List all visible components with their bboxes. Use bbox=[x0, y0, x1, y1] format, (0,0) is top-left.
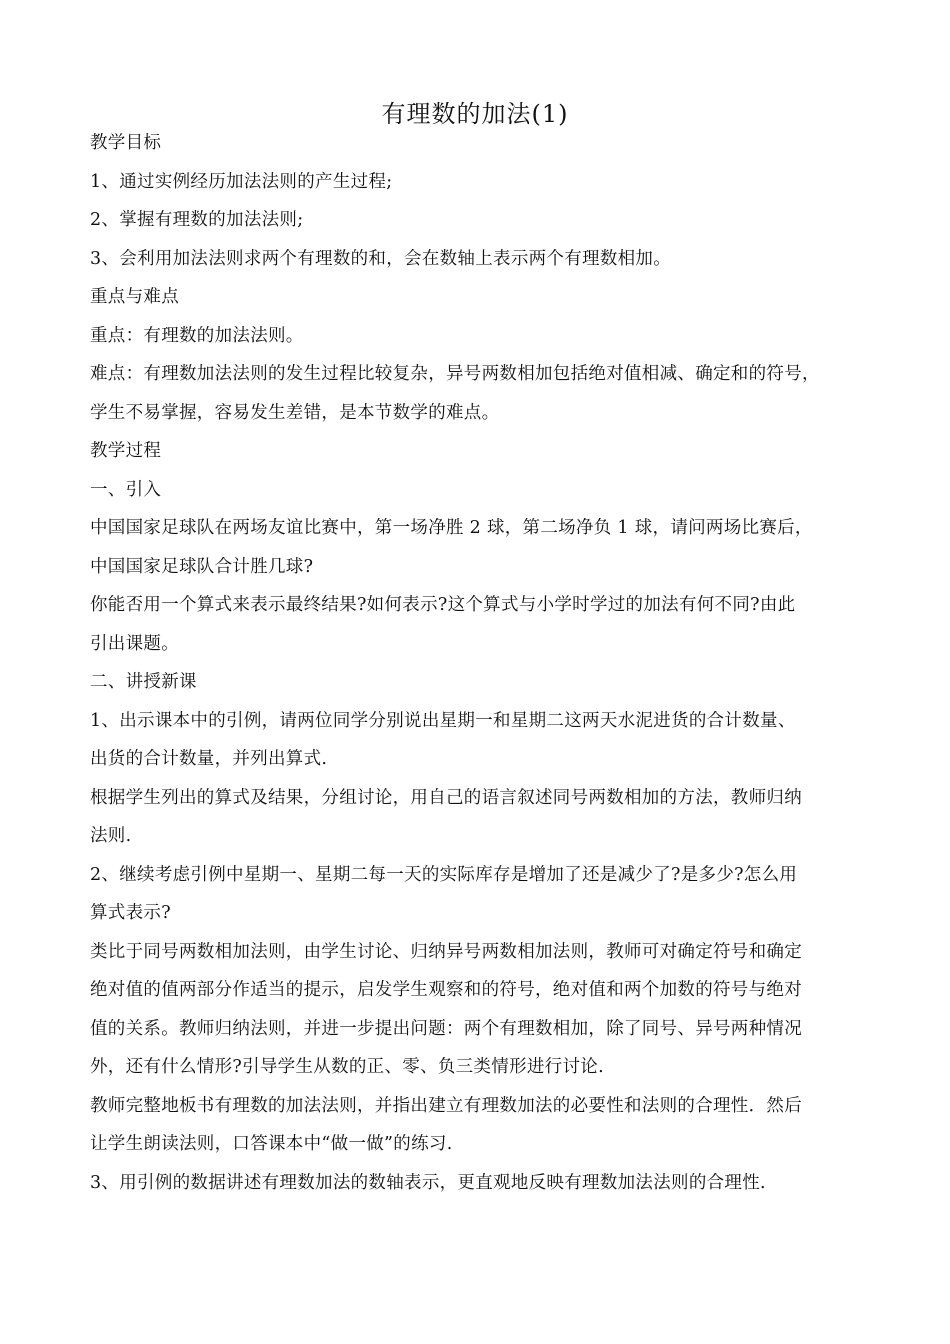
paragraph-line: 你能否用一个算式来表示最终结果?如何表示?这个算式与小学时学过的加法有何不同?由此 bbox=[90, 595, 796, 615]
paragraph-line: 根据学生列出的算式及结果，分组讨论，用自己的语言叙述同号两数相加的方法，教师归纳 bbox=[90, 787, 802, 808]
key-point-line: 重点：有理数的加法法则。 bbox=[90, 325, 304, 346]
paragraph-line: 中国国家足球队合计胜几球? bbox=[90, 556, 314, 577]
paragraph-line: 教师完整地板书有理数的加法法则，并指出建立有理数加法的必要性和法则的合理性．然后 bbox=[90, 1095, 802, 1116]
paragraph-line: 引出课题。 bbox=[90, 633, 179, 654]
goal-item: 2、掌握有理数的加法法则; bbox=[90, 210, 304, 230]
section-heading-goals: 教学目标 bbox=[90, 133, 162, 153]
difficulty-line: 难点：有理数加法法则的发生过程比较复杂，异号两数相加包括绝对值相减、确定和的符号， bbox=[90, 364, 820, 384]
document-body bbox=[90, 124, 870, 1202]
paragraph-line: 让学生朗读法则，口答课本中“做一做”的练习. bbox=[90, 1134, 453, 1154]
paragraph-line: 外，还有什么情形?引导学生从数的正、零、负三类情形进行讨论. bbox=[90, 1057, 604, 1077]
paragraph-line: 值的关系。教师归纳法则，并进一步提出问题：两个有理数相加，除了同号、异号两种情况 bbox=[90, 1018, 802, 1039]
goal-item: 1、通过实例经历加法法则的产生过程; bbox=[90, 171, 393, 192]
subsection-heading-new-lesson: 二、讲授新课 bbox=[90, 672, 197, 692]
section-heading-key-points: 重点与难点 bbox=[90, 287, 179, 307]
difficulty-line: 学生不易掌握，容易发生差错，是本节数学的难点。 bbox=[90, 402, 500, 423]
paragraph-line: 类比于同号两数相加法则，由学生讨论、归纳异号两数相加法则，教师可对确定符号和确定 bbox=[90, 941, 802, 962]
paragraph-line: 算式表示? bbox=[90, 903, 171, 923]
document-title: 有理数的加法(1) bbox=[381, 100, 569, 128]
section-heading-process: 教学过程 bbox=[90, 441, 162, 461]
paragraph-line: 1、出示课本中的引例，请两位同学分别说出星期一和星期二这两天水泥进货的合计数量、 bbox=[90, 710, 796, 731]
paragraph-line: 出货的合计数量，并列出算式. bbox=[90, 749, 328, 769]
paragraph-line: 中国国家足球队在两场友谊比赛中，第一场净胜 2 球，第二场净负 1 球，请问两场比赛后， bbox=[90, 518, 813, 538]
subsection-heading-intro: 一、引入 bbox=[90, 479, 162, 500]
paragraph-line: 2、继续考虑引例中星期一、星期二每一天的实际库存是增加了还是减少了?是多少?怎么用 bbox=[90, 864, 798, 885]
paragraph-line: 绝对值的值两部分作适当的提示，启发学生观察和的符号，绝对值和两个加数的符号与绝对 bbox=[90, 980, 802, 1000]
paragraph-line: 3、用引例的数据讲述有理数加法的数轴表示，更直观地反映有理数加法法则的合理性. bbox=[90, 1172, 766, 1193]
paragraph-line: 法则. bbox=[90, 826, 132, 846]
goal-item: 3、会利用加法法则求两个有理数的和，会在数轴上表示两个有理数相加。 bbox=[90, 248, 672, 269]
